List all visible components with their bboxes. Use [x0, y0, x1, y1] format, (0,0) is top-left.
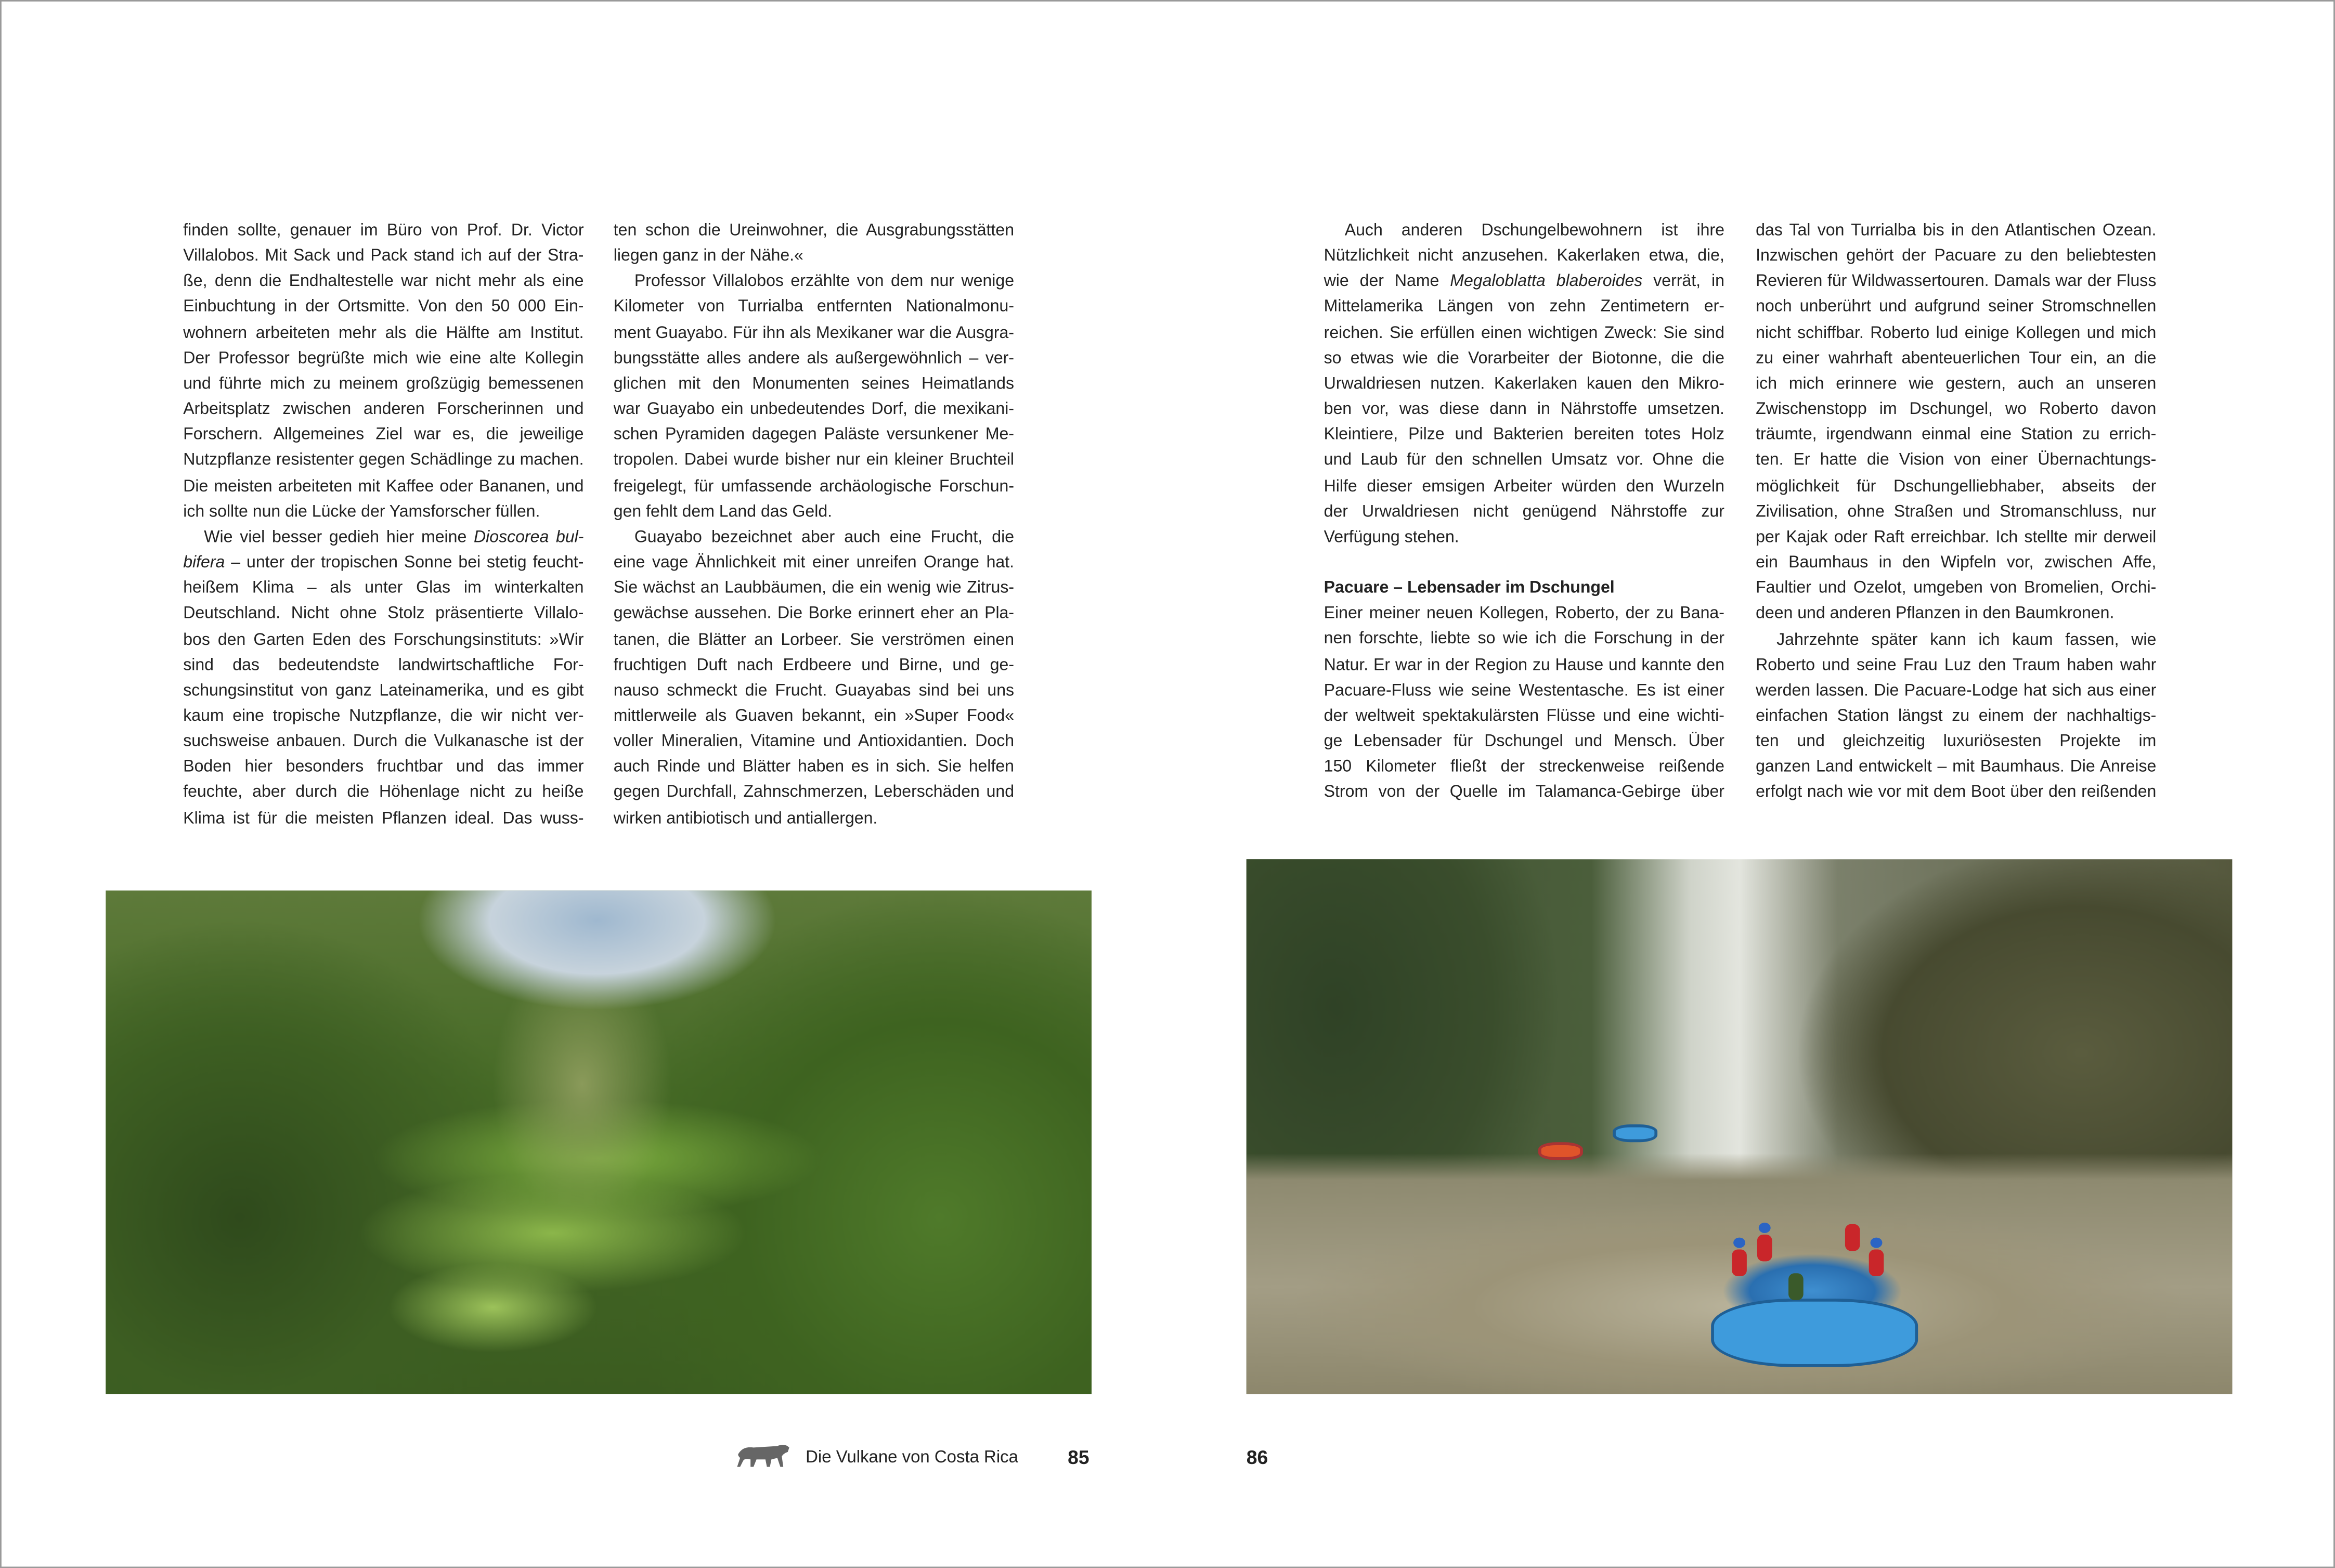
helmet: [1871, 1238, 1883, 1248]
text-line: Deutschland. Nicht ohne Stolz präsentierte Villalo-: [183, 605, 584, 623]
rafter: [1757, 1235, 1772, 1262]
text-line: Jahrzehnte später kann ich kaum fassen, wie: [1776, 630, 2157, 649]
text-line: per Kajak oder Raft erreichbar. Ich stellte mir derweil: [1756, 528, 2157, 547]
text-line: ge Lebensader für Dschungel und Mensch. Über: [1324, 732, 1724, 751]
text-line: ten und gleichzeitig luxuriösesten Projekte im: [1756, 733, 2157, 751]
helmet: [1759, 1223, 1771, 1233]
text-line: Zwischenstopp im Dschungel, wo Roberto davon: [1756, 400, 2157, 419]
text-line: und führte mich zu meinem großzügig bemessenen: [183, 375, 584, 393]
text-line: Verfügung stehen.: [1324, 528, 1459, 547]
text-line: war Guayabo ein unbedeutendes Dorf, die mexikani-: [613, 400, 1015, 419]
text-line: gewächse aussehen. Die Borke erinnert eher an Pla-: [613, 605, 1015, 623]
text-line: Arbeitsplatz zwischen anderen Forscherinnen und: [183, 400, 584, 419]
jaguar-icon: [736, 1440, 793, 1470]
text-line: voller Mineralien, Vitamine und Antioxidantien. Doch: [613, 733, 1015, 751]
text-line: heißem Klima – als unter Glas im winterkalten: [183, 579, 584, 598]
text-line: Auch anderen Dschungelbewohnern ist ihre: [1344, 222, 1724, 240]
distant-raft: [1538, 1142, 1583, 1160]
page-number-right: 86: [1246, 1446, 1268, 1469]
text-line: Klima ist für die meisten Pflanzen ideal. Das wuss-: [183, 809, 584, 827]
text-line: Boden hier besonders fruchtbar und das immer: [183, 758, 584, 776]
text-line: Nützlichkeit nicht anzusehen. Kakerlaken etwa, die,: [1324, 247, 1724, 266]
text-line: gegen Durchfall, Zahnschmerzen, Leberschäden und: [613, 784, 1015, 802]
text-line: kaum eine tropische Nutzpflanze, die wir nicht ver-: [183, 707, 584, 725]
text-line: nen forschte, liebte so wie ich die Forschung in der: [1324, 630, 1724, 649]
text-line: feuchte, aber durch die Höhenlage nicht zu heiße: [183, 784, 584, 802]
italic-term: bifera: [183, 554, 225, 572]
text-line: so etwas wie die Vorarbeiter der Biotonne, die die: [1324, 349, 1724, 368]
text-line: Pacuare-Fluss wie seine Westentasche. Es ist einer: [1324, 681, 1724, 699]
text-line: auch Rinde und Blätter haben es in sich. Sie helfen: [613, 758, 1015, 776]
text-line: tropolen. Dabei wurde bisher nur ein kleiner Bruchteil: [613, 451, 1015, 470]
text-line: ich mich erinnere wie gestern, auch an unseren: [1756, 375, 2157, 393]
text-line: bos den Garten Eden des Forschungsinstituts: »Wir: [183, 630, 584, 649]
text-line: Strom von der Quelle im Talamanca-Gebirge über: [1324, 784, 1724, 802]
text-line: deen und anderen Pflanzen in den Baumkronen.: [1756, 605, 2115, 623]
left-page-column-2: [614, 219, 1014, 832]
text-line: bungsstätte alles andere als außergewöhnlich – ver-: [613, 349, 1015, 368]
text-run: Wie viel besser gedieh hier meine: [204, 528, 474, 547]
left-page-column-1: [183, 219, 583, 832]
text-line: freigelegt, für umfassende archäologische Forschun-: [613, 477, 1015, 496]
text-line: erfolgt nach wie vor mit dem Boot über den reißenden: [1756, 784, 2157, 802]
text-line: reichen. Sie erfüllen einen wichtigen Zweck: Sie sind: [1324, 324, 1724, 342]
distant-raft: [1613, 1124, 1657, 1142]
text-line: Einbuchtung in der Ortsmitte. Von den 50 000 Ein-: [183, 299, 584, 317]
text-line: ein Baumhaus in den Wipfeln vor, zwischen Affe,: [1756, 554, 2157, 572]
right-page-column-2: [1756, 219, 2156, 807]
text-line: eine vage Ähnlichkeit mit einer unreifen Orange hat.: [613, 554, 1015, 572]
text-line: Der Professor begrüßte mich wie eine alte Kollegin: [183, 349, 584, 368]
text-line: nicht schiffbar. Roberto lud einige Kollegen und mich: [1756, 324, 2157, 342]
text-line: wohnern arbeiteten mehr als die Hälfte am Institut.: [183, 324, 584, 342]
text-line: noch unberührt und aufgrund seiner Stromschnellen: [1756, 299, 2157, 317]
text-line: ben vor, was diese dann in Nährstoffe umsetzen.: [1324, 400, 1724, 419]
text-run: verrät, in: [1642, 273, 1724, 291]
text-line: Die meisten arbeiteten mit Kaffee oder Bananen, und: [183, 477, 584, 496]
text-line: ich sollte nun die Lücke der Yamsforscher füllen.: [183, 503, 540, 521]
text-line: Kleintiere, Pilze und Bakterien bereiten totes Holz: [1324, 426, 1724, 445]
text-line: möglichkeit für Dschungelliebhaber, abseits der: [1756, 477, 2157, 496]
text-line: ße, denn die Endhaltestelle war nicht mehr als eine: [183, 273, 584, 291]
text-line: ten. Er hatte die Vision von einer Übernachtungs-: [1756, 451, 2157, 470]
text-line: tanen, die Blätter an Lorbeer. Sie verströmen einen: [613, 630, 1015, 649]
running-title: Die Vulkane von Costa Rica: [806, 1449, 1018, 1467]
text-line: suchsweise anbauen. Durch die Vulkanasche ist der: [183, 733, 584, 751]
text-run: – unter der tropischen Sonne bei stetig feucht-: [225, 554, 584, 572]
text-line: Zivilisation, ohne Straßen und Stromanschluss, nur: [1756, 503, 2157, 521]
text-line: Revieren für Wildwassertouren. Damals war der Fluss: [1756, 273, 2157, 291]
text-line: und Laub für den schnellen Umsatz vor. Ohne die: [1324, 451, 1724, 470]
text-line: liegen ganz in der Nähe.«: [613, 247, 803, 266]
text-line: ment Guayabo. Für ihn als Mexikaner war die Ausgra-: [613, 324, 1015, 342]
text-line: Roberto und seine Frau Luz den Traum haben wahr: [1756, 656, 2157, 675]
text-line: Sie wächst an Laubbäumen, die ein wenig wie Zitrus-: [613, 579, 1015, 598]
text-line: zu einer wahrhaft abenteuerlichen Tour ein, an die: [1756, 349, 2157, 368]
text-line: Einer meiner neuen Kollegen, Roberto, der zu Bana-: [1324, 605, 1724, 623]
rafter: [1845, 1224, 1860, 1251]
text-line: [183, 551, 583, 577]
text-line: glichen mit den Monumenten seines Heimatlands: [613, 375, 1015, 393]
rafter: [1732, 1249, 1747, 1276]
text-line: Faultier und Ozelot, umgeben von Bromelien, Orchi-: [1756, 579, 2157, 598]
text-line: nauso schmeckt die Frucht. Guayabas sind bei uns: [613, 681, 1015, 700]
text-line: einfachen Station längst zu einem der nachhaltigs-: [1756, 707, 2157, 725]
rafter: [1869, 1249, 1884, 1276]
text-line: Mittelamerika Längen von zehn Zentimetern er-: [1324, 299, 1724, 317]
text-line: Inzwischen gehört der Pacuare zu den beliebtesten: [1756, 247, 2157, 266]
text-line: Kilometer von Turrialba entfernten Nationalmonu-: [613, 299, 1015, 317]
text-line: mittlerweile als Guaven bekannt, ein »Super Food«: [613, 707, 1015, 725]
raft: [1711, 1299, 1918, 1367]
text-line: Natur. Er war in der Region zu Hause und kannte den: [1324, 656, 1724, 674]
text-line: ganzen Land entwickelt – mit Baumhaus. Die Anreise: [1756, 758, 2157, 776]
helmet: [1733, 1238, 1745, 1248]
text-line: Guayabo bezeichnet aber auch eine Frucht, die: [634, 528, 1015, 547]
text-line: das Tal von Turrialba bis in den Atlantischen Ozean.: [1756, 222, 2157, 240]
pacuare-rafting-photo: [1247, 859, 2233, 1394]
text-line: schungsinstitut von ganz Lateinamerika, und es gibt: [183, 681, 584, 700]
text-line: Forschern. Allgemeines Ziel war es, die jeweilige: [183, 426, 584, 445]
spacer: [1324, 551, 1724, 577]
text-line: Nutzpflanze resistenter gegen Schädlinge zu machen.: [183, 451, 584, 470]
text-line: träumte, irgendwann einmal eine Station zu errich-: [1756, 426, 2157, 445]
text-line: der weltweit spektakulärsten Flüsse und eine wichti-: [1324, 707, 1724, 725]
guayabo-jungle-photo: [106, 890, 1092, 1394]
text-line: schen Pyramiden dagegen Paläste versunkener Me-: [613, 426, 1015, 445]
text-line: [1324, 270, 1724, 295]
rafter: [1788, 1273, 1804, 1300]
text-line: Professor Villalobos erzählte von dem nur wenige: [634, 273, 1015, 291]
text-line: sind das bedeutendste landwirtschaftliche For-: [183, 656, 584, 675]
text-line: 150 Kilometer fließt der streckenweise reißende: [1324, 758, 1724, 776]
section-heading: Pacuare – Lebensader im Dschungel: [1324, 579, 1615, 598]
text-line: wirken antibiotisch und antiallergen.: [613, 809, 878, 827]
text-run: wie der Name: [1324, 273, 1450, 291]
right-page-column-1: [1324, 219, 1724, 806]
text-line: finden sollte, genauer im Büro von Prof. Dr. Victor: [183, 222, 584, 240]
text-line: fruchtigen Duft nach Erdbeere und Birne, und ge-: [613, 656, 1015, 675]
text-line: [183, 525, 583, 551]
text-line: Hilfe dieser emsigen Arbeiter würden den Wurzeln: [1324, 477, 1724, 496]
text-line: Urwaldriesen nutzen. Kakerlaken kauen den Mikro-: [1324, 375, 1724, 393]
text-line: werden lassen. Die Pacuare-Lodge hat sich aus einer: [1756, 681, 2157, 700]
text-line: gen fehlt dem Land das Geld.: [613, 503, 833, 521]
page-number-left: 85: [1068, 1446, 1089, 1469]
text-line: Villalobos. Mit Sack und Pack stand ich auf der Stra-: [183, 247, 584, 266]
text-line: der Urwaldriesen nicht genügend Nährstoffe zur: [1324, 503, 1724, 521]
italic-term: Megaloblatta blaberoides: [1450, 273, 1643, 291]
text-line: ten schon die Ureinwohner, die Ausgrabungsstätten: [613, 222, 1015, 240]
italic-term: Dioscorea bul-: [474, 528, 584, 547]
